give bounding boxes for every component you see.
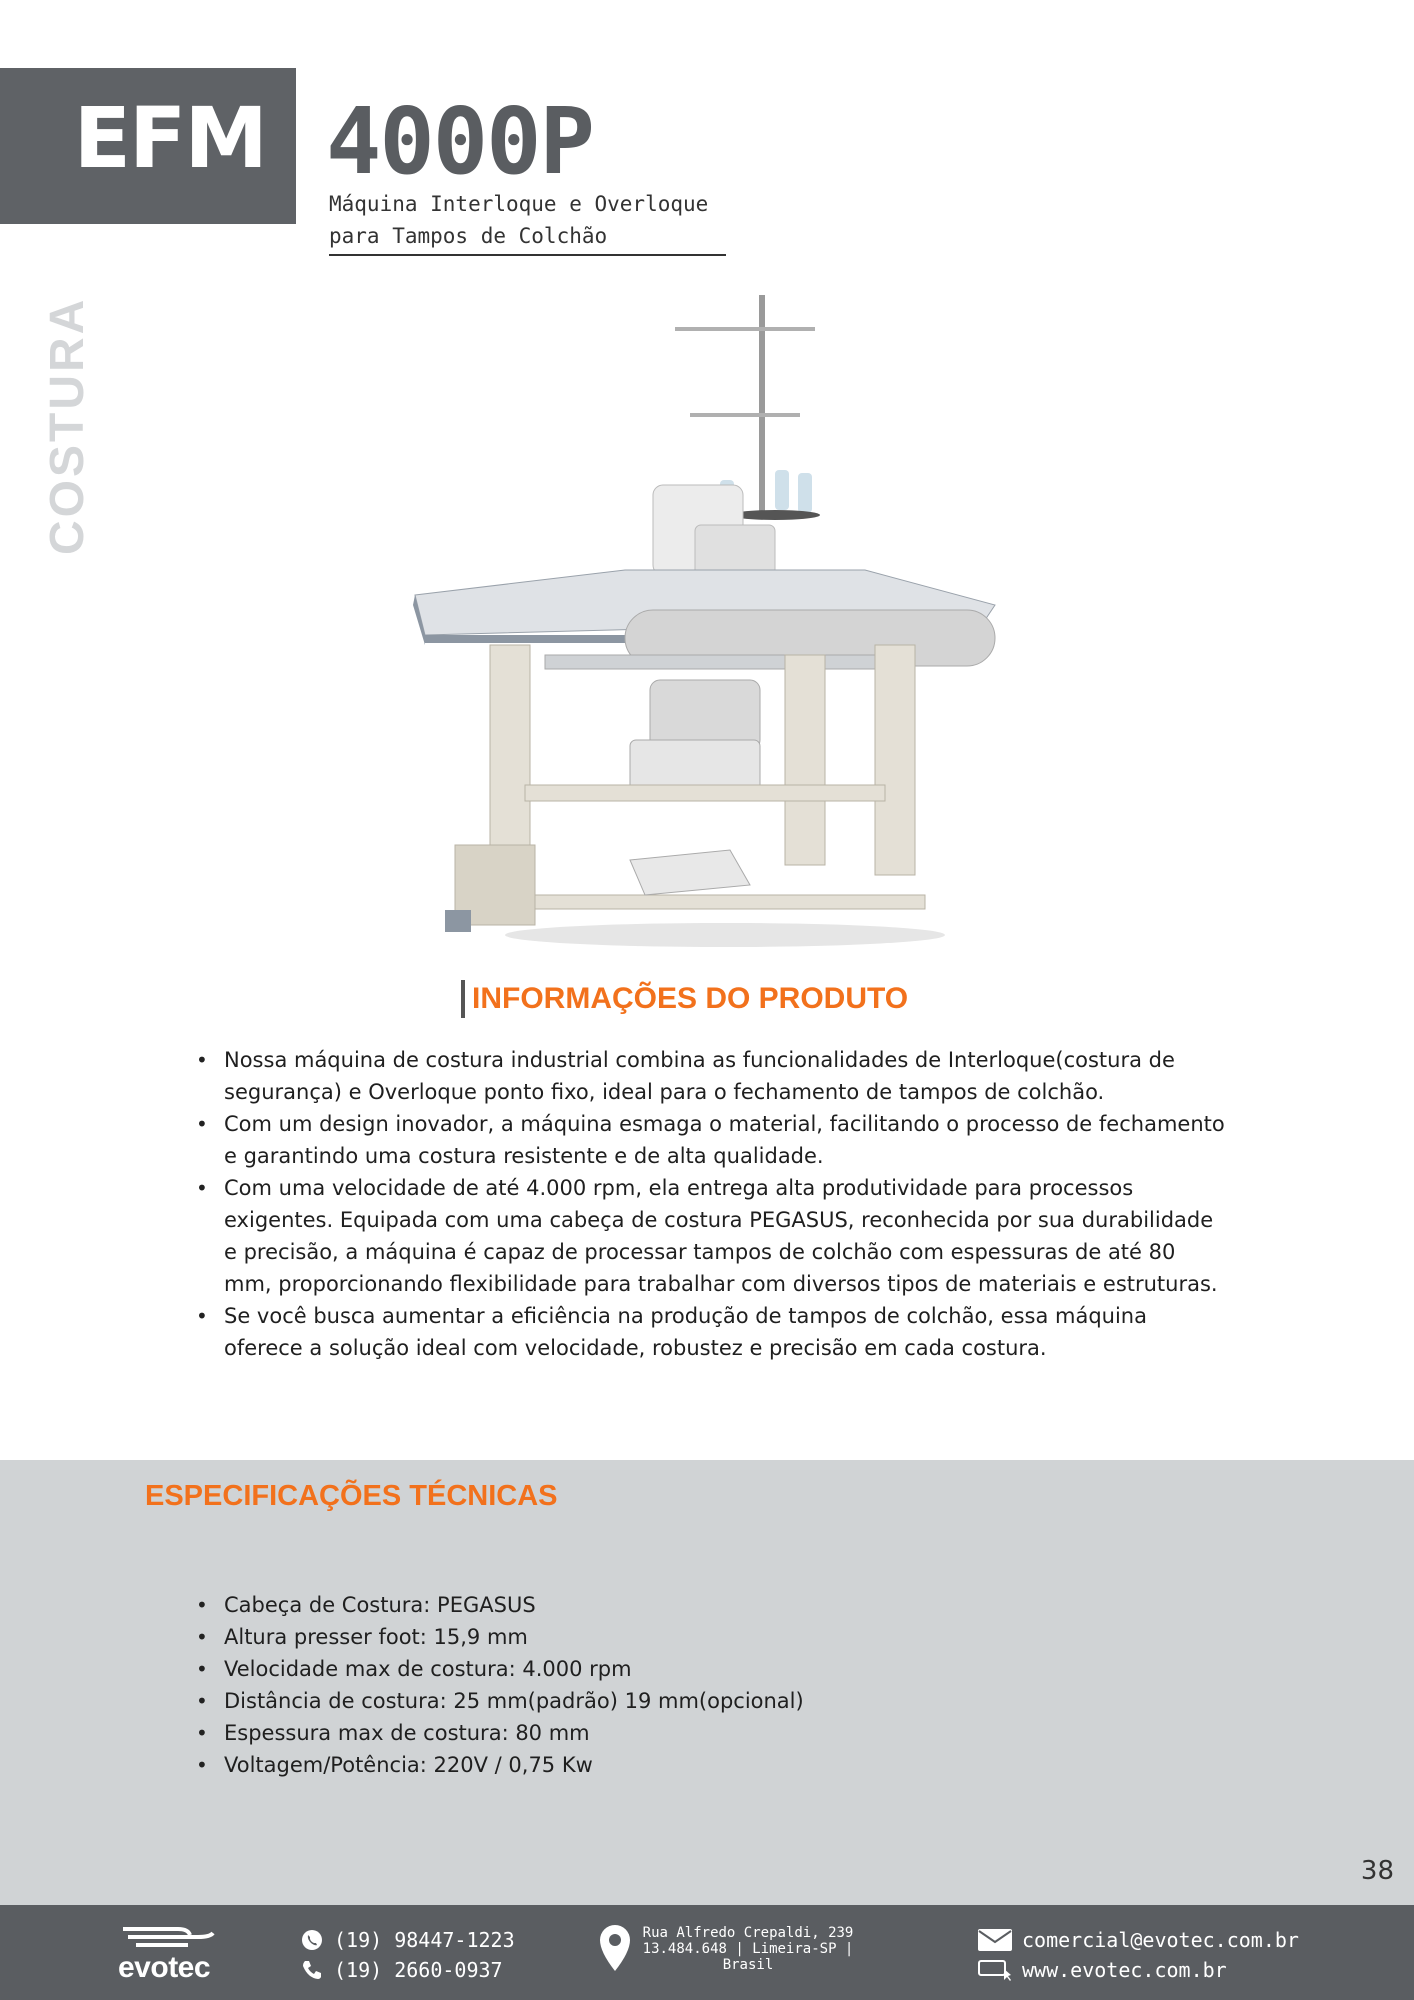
email-contact[interactable] (978, 1925, 1299, 1955)
spec-item: • Altura presser foot: 15,9 mm (196, 1621, 1096, 1653)
whatsapp-icon (300, 1928, 324, 1952)
spec-item: • Espessura max de costura: 80 mm (196, 1717, 1096, 1749)
phone-contact[interactable] (300, 1955, 515, 1985)
whatsapp-contact[interactable] (300, 1925, 515, 1955)
spec-item: • Velocidade max de costura: 4.000 rpm (196, 1653, 1096, 1685)
info-item: • Se você busca aumentar a eficiência na produção de tampos de colchão, essa máquina oferece a solução ideal com velocidade, robustez e precisão em cada costura. (196, 1300, 1226, 1364)
address-line-3: Brasil (722, 1957, 774, 1973)
info-item: • Com uma velocidade de até 4.000 rpm, ela entrega alta produtividade para processos exigentes. Equipada com uma cabeça de costura PEGASUS, reconhecida por sua durabilidade e precisão, a máquina é capaz de processar tampos de colchão com espessuras de até 80 mm, proporcionando flexibilidade para trabalhar com diversos tipos de materiais e estruturas. (196, 1172, 1226, 1300)
location-pin-icon (600, 1925, 630, 1971)
address-line-1: Rua Alfredo Crepaldi, 239 (642, 1925, 854, 1941)
subtitle-underline (329, 254, 726, 256)
product-subtitle (329, 188, 729, 252)
subtitle-line-2: para Tampos de Colchão (329, 224, 608, 248)
spec-item: • Voltagem/Potência: 220V / 0,75 Kw (196, 1749, 1096, 1781)
logo-text: evotec (118, 1951, 211, 1984)
address-line-2: 13.484.648 | Limeira-SP | (642, 1941, 854, 1957)
spec-item: • Distância de costura: 25 mm(padrão) 19 mm(opcional) (196, 1685, 1096, 1717)
brand-box (0, 68, 296, 224)
product-image (395, 285, 1020, 960)
specs-title: ESPECIFICAÇÕES TÉCNICAS (145, 1480, 558, 1512)
info-item: • Com um design inovador, a máquina esmaga o material, facilitando o processo de fechamento e garantindo uma costura resistente e de alta qualidade. (196, 1108, 1226, 1172)
website-contact[interactable] (978, 1955, 1299, 1985)
phone-contacts (300, 1925, 515, 1985)
model-name: 4000P (326, 88, 593, 195)
address-block (600, 1925, 854, 1973)
spec-item: • Cabeça de Costura: PEGASUS (196, 1589, 1096, 1621)
info-item: • Nossa máquina de costura industrial combina as funcionalidades de Interloque(costura de segurança) e Overloque ponto fixo, ideal para o fechamento de tampos de colchão. (196, 1044, 1226, 1108)
footer (0, 1905, 1414, 2000)
email-address: comercial@evotec.com.br (1022, 1928, 1299, 1952)
web-icon (978, 1959, 1012, 1981)
whatsapp-number: (19) 98447-1223 (334, 1928, 515, 1952)
section-label: COSTURA (41, 296, 94, 555)
info-title: INFORMAÇÕES DO PRODUTO (472, 982, 909, 1015)
subtitle-line-1: Máquina Interloque e Overloque (329, 192, 709, 216)
phone-number: (19) 2660-0937 (334, 1958, 503, 1982)
section-marker (461, 980, 465, 1018)
specs-list (196, 1589, 1096, 1781)
page-number: 38 (1360, 1856, 1394, 1886)
phone-icon (300, 1958, 324, 1982)
brand-name: EFM (73, 89, 266, 187)
email-icon (978, 1929, 1012, 1951)
website-url: www.evotec.com.br (1022, 1958, 1227, 1982)
online-contacts (978, 1925, 1299, 1985)
info-list (196, 1044, 1226, 1364)
address-text (630, 1925, 866, 1973)
